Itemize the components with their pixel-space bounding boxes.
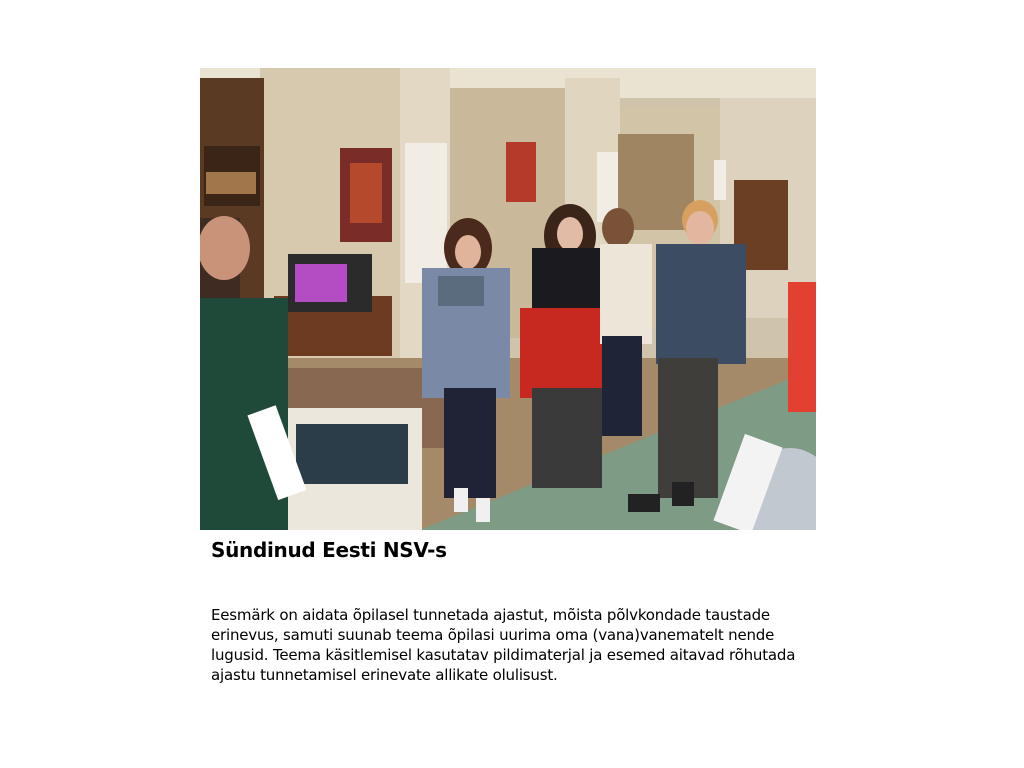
slide-body-text: Eesmärk on aidata õpilasel tunnetada ajastut, mõista põlvkondade taustade erinevus, samuti suunab teema õpilasi uurima oma (vana)vanematelt nende lugusid. Teema käsitlemisel kasutatav pildimaterjal ja esemed aitavad rõhutada ajastu tunnetamisel erinevate allikate olulisust. [211,606,796,684]
slide-title: Sündinud Eesti NSV-s [211,538,447,562]
museum-visit-photo [200,68,816,530]
